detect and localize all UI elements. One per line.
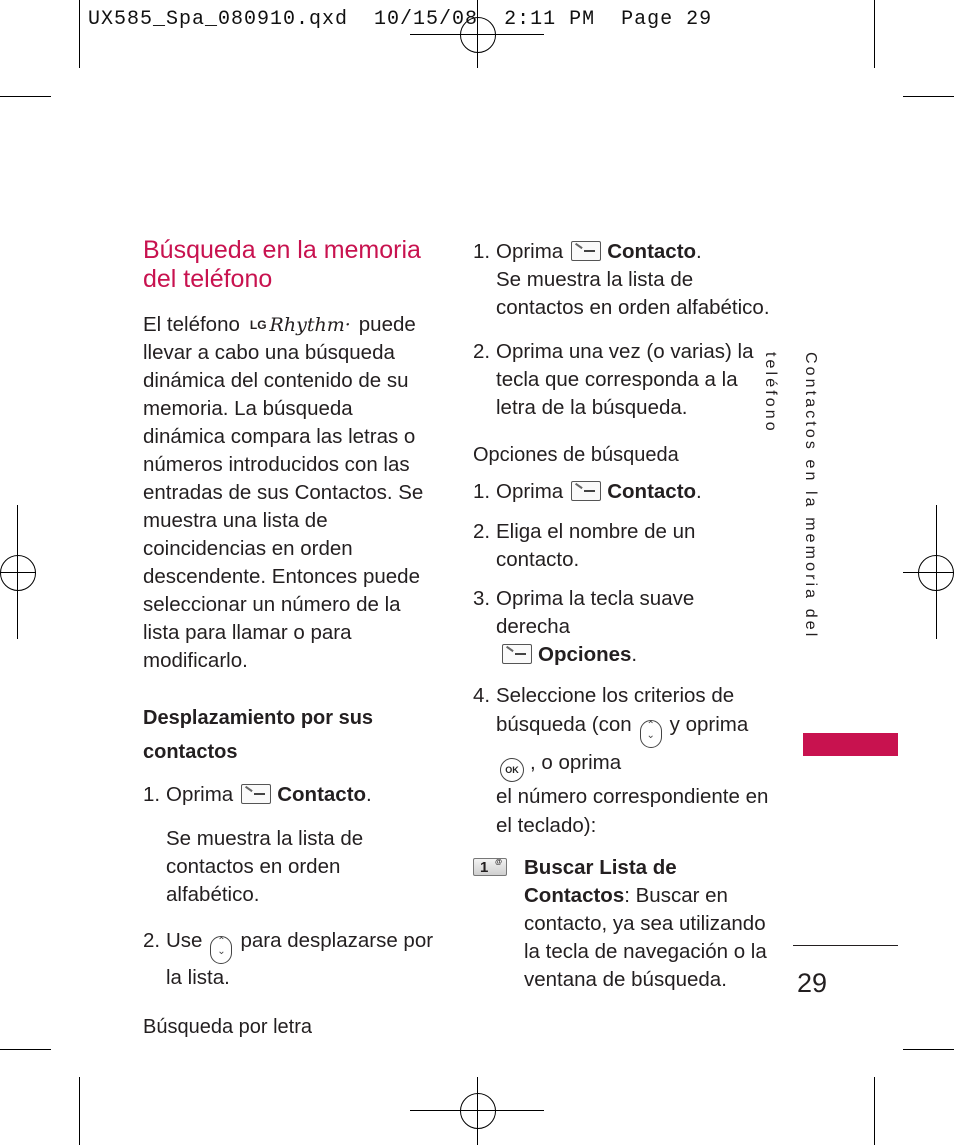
letter-step-1 [473,238,773,266]
crop-mark-bottom-right-v [874,1077,875,1145]
step-number: 4. [473,684,491,707]
number-key-label: 1 [480,859,489,876]
step-end: . [631,643,638,666]
soft-key-icon [241,784,271,804]
page-number: 29 [797,968,828,998]
step-text-d: el número correspondiente en el teclado): [496,785,769,837]
options-heading: Opciones de búsqueda [473,444,679,466]
step-text: Oprima [166,783,234,806]
soft-key-icon [502,644,532,664]
letter-step-1-note: Se muestra la lista de contactos en orden alfabético. [496,268,770,319]
step-text: Oprima [496,240,564,263]
crop-mark-top-left-v [79,0,80,68]
step-text: Oprima [496,480,564,503]
step-number: 1. [473,240,491,263]
intro-paragraph [143,311,435,675]
step-number: 2. [143,929,161,952]
step-bold: Contacto [607,240,697,263]
scroll-step-1 [143,781,435,809]
step-bold: Contacto [277,783,367,806]
step-bold: Contacto [607,480,697,503]
option-step-3 [473,585,773,669]
side-tab-label: Contactos en la memoria del teléfono [762,352,819,640]
option-item-bold: Buscar Lista de Contactos [524,856,677,907]
crop-mark-bottom-left-h [0,1049,51,1050]
step-end: . [696,240,702,263]
step-text: Eliga el nombre de un contacto. [496,520,696,571]
step-number: 3. [473,587,491,610]
crop-mark-bottom-left-v [79,1077,80,1145]
right-column [473,238,773,994]
letter-step-2 [473,338,773,422]
step-number: 1. [473,480,491,503]
step-end: para desplazarse por la lista. [166,929,434,989]
lg-logo: LG [249,318,267,332]
step-bold: Opciones [538,643,632,666]
option-step-2 [473,518,773,574]
nav-key-icon: ⌃ ⌄ [640,720,662,748]
crop-mark-bottom-right-h [903,1049,954,1050]
print-slug: UX585_Spa_080910.qxd 10/15/08 2:11 PM Page 29 [88,8,713,31]
step-text: Oprima la tecla suave derecha [496,587,695,638]
crop-mark-top-left-h [0,96,51,97]
step-end: . [696,480,702,503]
soft-key-icon [571,241,601,261]
number-key-icon: 1 @ [473,858,507,876]
ok-key-icon: OK [500,758,524,782]
step-text-c: , o oprima [530,751,622,774]
intro-prefix: El teléfono [143,313,240,336]
option-step-1 [473,478,773,506]
side-tab-bar [803,733,898,756]
option-step-4 [473,681,773,840]
crop-mark-top-right-h [903,96,954,97]
section-heading-letter: Búsqueda por letra [143,1016,313,1038]
step-text-a: Seleccione los criterios de búsqueda (con [496,684,735,736]
scroll-step-1-note: Se muestra la lista de contactos en orden alfabético. [166,827,364,906]
step-text-b: y oprima [669,713,749,736]
left-column [143,236,435,1044]
option-item-1 [473,854,773,994]
option-item-text: : Buscar en contacto, ya sea utilizando la tecla de navegación o la ventana de búsqueda. [524,884,767,991]
step-text: Use [166,929,203,952]
soft-key-icon [571,481,601,501]
step-end: . [366,783,372,806]
crop-mark-top-right-v [874,0,875,68]
step-number: 2. [473,340,491,363]
page-title: Búsqueda en la memoria del teléfono [143,236,421,293]
step-number: 1. [143,783,161,806]
step-text: Oprima una vez (o varias) la tecla que corresponda a la letra de la búsqueda. [496,340,754,419]
page-number-rule [793,945,898,946]
rhythm-logo: Rhythm· [269,314,351,336]
nav-key-icon: ⌃ ⌄ [210,936,232,964]
scroll-step-2 [143,927,435,992]
step-number: 2. [473,520,491,543]
intro-text: puede llevar a cabo una búsqueda dinámica del contenido de su memoria. La búsqueda dinámica compara las letras o números introducidos con las entradas de sus Contactos. Se muestra una lista de coincidencias en orden descendente. Entonces puede seleccionar un número de la lista para llamar o para modificarlo. [143,313,424,672]
section-heading-scroll: Desplazamiento por sus contactos [143,707,374,763]
